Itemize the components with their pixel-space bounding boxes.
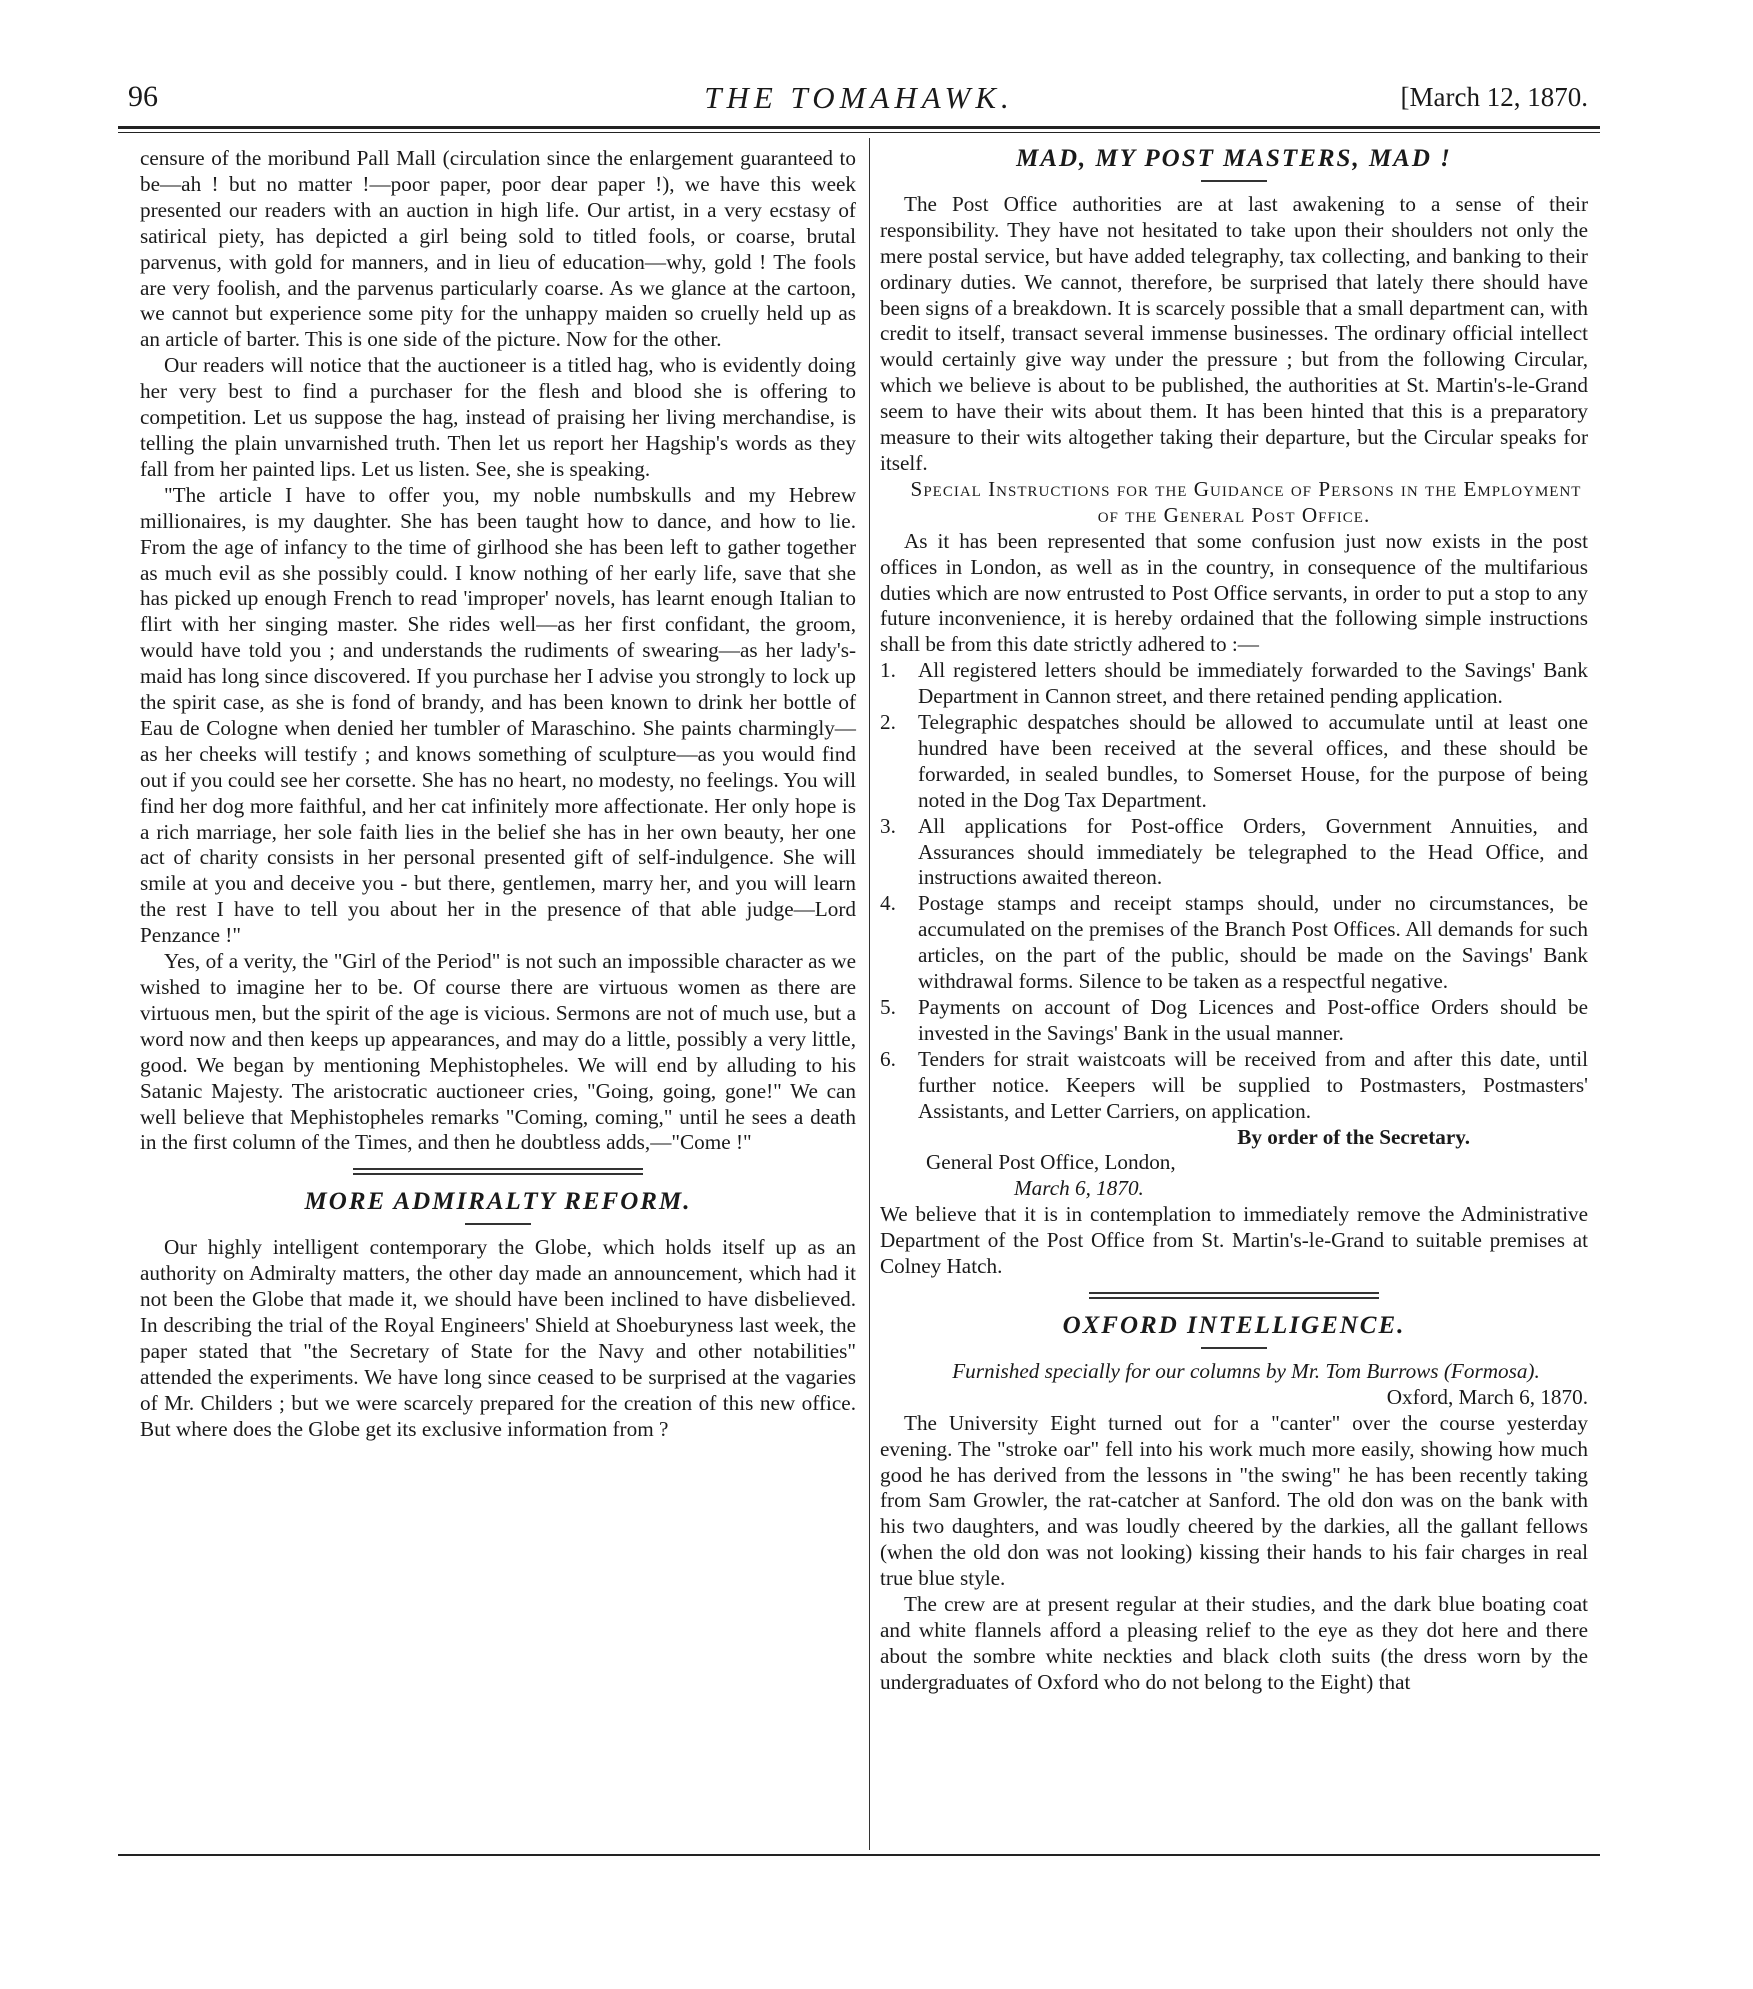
heading-rule <box>465 1223 531 1225</box>
page-number: 96 <box>128 80 158 113</box>
instruction-item <box>880 710 1588 814</box>
article-paragraph: "The article I have to offer you, my noble numbskulls and my Hebrew millionaires, is my daughter. She has been taught how to dance, and how to lie. From the age of infancy to the time of girlhood she has been left to gather together as much evil as she possibly could. I know nothing of her early life, save that she has picked up enough French to read 'improper' novels, has learnt enough Italian to flirt with her singing master. She rides well—as her first confidant, the groom, would have told you ; and understands the rudiments of swearing—as her lady's-maid has long since discovered. If you purchase her I advise you strongly to lock up the spirit case, as she is fond of brandy, and has been known to drink her bottle of Eau de Cologne when denied her tumbler of Maraschino. She paints charmingly—as her cheeks will testify ; and knows something of sculpture—as you would find out if you could see her corsette. She has no heart, no modesty, no feelings. You will find her dog more faithful, and her cat infinitely more affectionate. Her only hope is a rich marriage, her sole faith lies in the belief she has in her own beauty, her one act of charity consists in her personal presented gift of self-indulgence. She will smile at you and deceive you - but there, gentlemen, marry her, and you will learn the rest I have to tell you about her in the presence of that able judge—Lord Penzance !" <box>140 482 856 948</box>
instruction-item <box>880 995 1588 1047</box>
article-paragraph: We believe that it is in contemplation to immediately remove the Administrative Department of the Post Office from St. Martin's-le-Grand to suitable premises at Colney Hatch. <box>880 1202 1588 1279</box>
article-paragraph: Our readers will notice that the auctioneer is a titled hag, who is evidently doing her very best to find a purchaser for the flesh and blood she is offering to competition. Let us suppose the hag, instead of praising her living merchandise, is telling the plain unvarnished truth. Then let us report her Hagship's words as they fall from her painted lips. Let us listen. See, she is speaking. <box>140 353 856 481</box>
item-text: Telegraphic despatches should be allowed to accumulate until at least one hundred have been received at the several offices, and these should be forwarded, in sealed bundles, to Somerset House, for the purpose of being noted in the Dog Tax Department. <box>918 710 1588 812</box>
item-text: Payments on account of Dog Licences and Post-office Orders should be invested in the Savings' Bank in the usual manner. <box>918 995 1588 1045</box>
article-heading-post-masters: MAD, MY POST MASTERS, MAD ! <box>1016 145 1452 172</box>
item-number: 3. <box>880 813 896 838</box>
item-number: 5. <box>880 995 896 1019</box>
sender-date: March 6, 1870. <box>1014 1176 1144 1201</box>
instruction-list <box>880 658 1588 1124</box>
instructions-title: Special Instructions for the Guidance of Persons in the Employment of the General Post Office. <box>910 476 1582 527</box>
instruction-item <box>880 1047 1588 1125</box>
article-paragraph: The crew are at present regular at their studies, and the dark blue boating coat and white flannels afford a pleasing relief to the eye as they dot here and there about the sombre white neckties and black cloth suits (the dress worn by the undergraduates of Oxford who do not belong to the Eight) that <box>880 1592 1588 1694</box>
heading-rule <box>1201 1347 1267 1349</box>
article-paragraph: Our highly intelligent contemporary the Globe, which holds itself up as an authority on Admiralty matters, the other day made an announcement, which had it not been the Globe that made it, we should have been inclined to have disbelieved. In describing the trial of the Royal Engineers' Shield at Shoeburyness last week, the paper stated that "the Secretary of State for the Navy and other notabilities" attended the experiments. We have long since ceased to be surprised at the vagaries of Mr. Childers ; but we were scarcely prepared for the creation of this new office. But where does the Globe get its exclusive information from ? <box>140 1235 856 1441</box>
signature-line <box>880 1125 1588 1151</box>
right-column <box>880 146 1588 1696</box>
item-number: 2. <box>880 710 896 735</box>
section-separator <box>1089 1292 1379 1299</box>
article-paragraph: censure of the moribund Pall Mall (circulation since the enlargement guaranteed to be—ah ! but no matter !—poor paper, poor dear paper !), we have this week presented our readers with an auction in high life. Our artist, in a very ecstasy of satirical piety, has depicted a girl being sold to titled fools, or coarse, brutal parvenus, with gold for manners, and in lieu of education—why, gold ! The fools are very foolish, and the parvenus particularly coarse. As we glance at the cartoon, we cannot but experience some pity for the unhappy maiden so cruelly held up as an article of barter. This is one side of the picture. Now for the other. <box>140 146 856 352</box>
sender-address: General Post Office, London, <box>926 1150 1176 1175</box>
article-paragraph: As it has been represented that some confusion just now exists in the post offices in London, as well as in the country, in consequence of the multifarious duties which are now entrusted to Post Office servants, in order to put a stop to any future inconvenience, it is hereby ordained that the following simple instructions shall be from this date strictly adhered to :— <box>880 528 1588 657</box>
header-rule <box>118 126 1600 129</box>
instruction-item <box>880 658 1588 710</box>
page-header <box>118 78 1600 124</box>
article-dateline: Oxford, March 6, 1870. <box>1386 1384 1588 1409</box>
article-heading-oxford: OXFORD INTELLIGENCE. <box>1062 1311 1406 1339</box>
article-paragraph: Yes, of a verity, the "Girl of the Period" is not such an impossible character as we wished to imagine her to be. Of course there are virtuous women as there are virtuous men, but the spirit of the age is vicious. Sermons are not of much use, but a word now and then keeps up appearances, and may do a little, possibly a very little, good. We began by mentioning Mephistopheles. We will end by alluding to his Satanic Majesty. The aristocratic auctioneer cries, "Going, going, gone!" We can well believe that Mephistopheles remarks "Coming, coming," until he sees a death in the first column of the Times, and then he doubtless adds,—"Come !" <box>140 949 856 1155</box>
article-heading-admiralty: MORE ADMIRALTY REFORM. <box>304 1188 692 1216</box>
article-subheading: Furnished specially for our columns by Mr. Tom Burrows (Formosa). <box>952 1358 1540 1383</box>
footer-rule <box>118 1854 1600 1856</box>
item-number: 6. <box>880 1046 896 1071</box>
article-paragraph: The Post Office authorities are at last awakening to a sense of their responsibility. They have not hesitated to take upon their shoulders not only the mere postal service, but have added telegraphy, tax collecting, and banking to their ordinary duties. We cannot, therefore, be surprised that lately there should have been signs of a breakdown. It is scarcely possible that a small department can, with credit to itself, transact several immense businesses. The ordinary official intellect would certainly give way under the pressure ; but from the following Circular, which we believe is about to be published, the authorities at St. Martin's-le-Grand seem to have their wits about them. It has been hinted that this is a preparatory measure to their wits altogether taking their departure, but the Circular speaks for itself. <box>880 191 1588 475</box>
section-separator <box>353 1168 643 1175</box>
instruction-item <box>880 891 1588 995</box>
item-number: 1. <box>880 658 896 683</box>
left-column <box>140 146 856 1443</box>
signature: By order of the Secretary. <box>1237 1124 1470 1149</box>
heading-rule <box>1201 180 1267 182</box>
issue-date: [March 12, 1870. <box>1400 82 1588 112</box>
column-divider <box>869 138 870 1850</box>
article-paragraph: The University Eight turned out for a "canter" over the course yesterday evening. The "stroke oar" fell into his work much more easily, showing how much good he has derived from the lessons in "the swing" he has been recently taking from Sam Growler, the rat-catcher at Sanford. The old don was on the bank with his two daughters, and was loudly cheered by the darkies, all the gallant fellows (when the old don was not looking) kissing their hands to his fair charges in real true blue style. <box>880 1410 1588 1591</box>
header-rule-thin <box>118 132 1600 133</box>
publication-title: THE TOMAHAWK. <box>704 80 1014 115</box>
item-text: Tenders for strait waistcoats will be received from and after this date, until further notice. Keepers will be supplied to Postmasters, Postmasters' Assistants, and Letter Carriers, on application. <box>918 1046 1588 1123</box>
item-text: Postage stamps and receipt stamps should, under no circumstances, be accumulated on the premises of the Branch Post Offices. All demands for such articles, on the part of the public, should be made on the Savings' Bank withdrawal forms. Silence to be taken as a respectful negative. <box>918 891 1588 994</box>
instruction-item <box>880 814 1588 892</box>
item-number: 4. <box>880 891 896 916</box>
item-text: All applications for Post-office Orders, Government Annuities, and Assurances should immediately be telegraphed to the Head Office, and instructions awaited thereon. <box>918 813 1588 890</box>
item-text: All registered letters should be immediately forwarded to the Savings' Bank Department in Cannon street, and there retained pending application. <box>918 658 1588 709</box>
